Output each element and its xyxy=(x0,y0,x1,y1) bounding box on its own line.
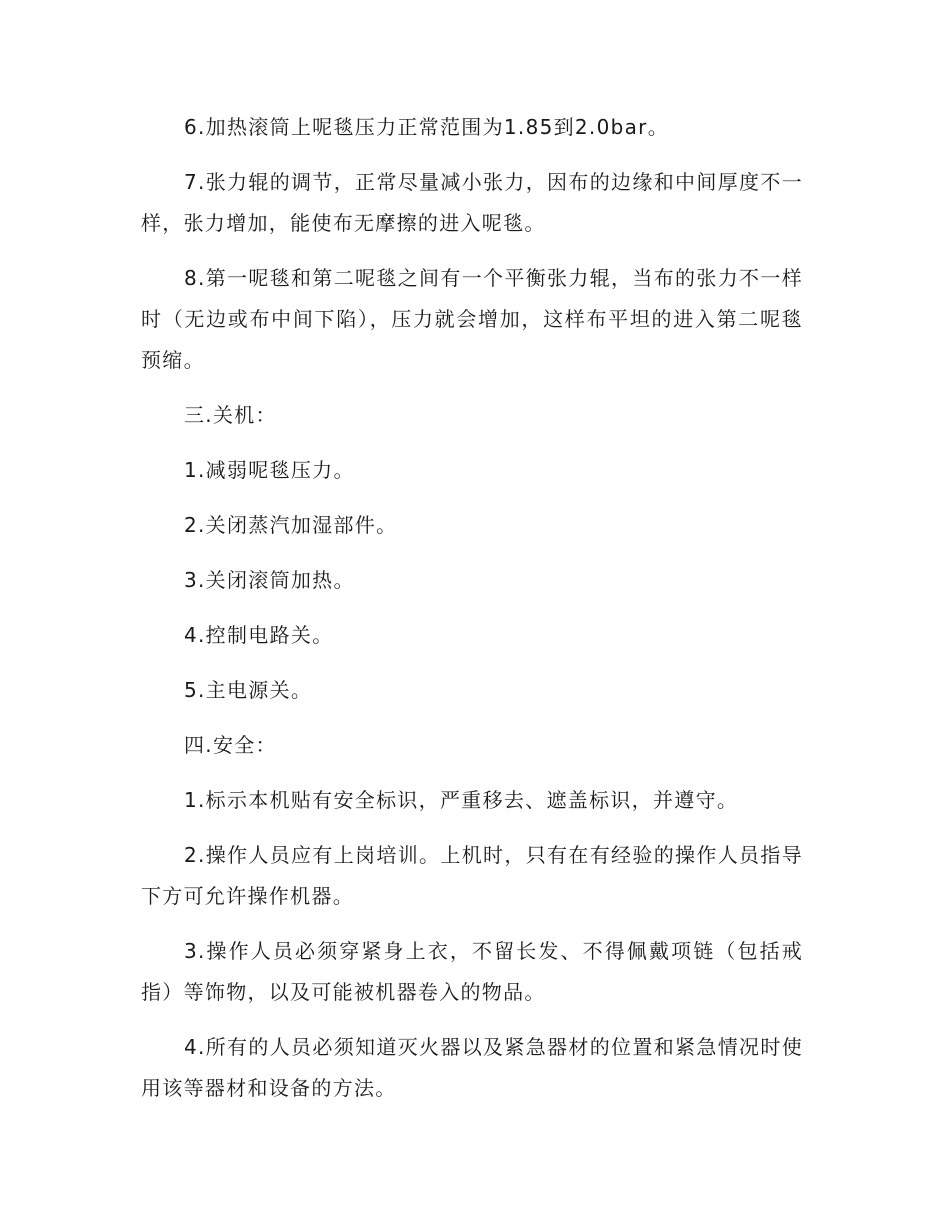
paragraph-item-7-tension-roller: 7.张力辊的调节，正常尽量减小张力，因布的边缘和中间厚度不一样，张力增加，能使布无摩擦的进入呢毯。 xyxy=(141,170,803,235)
safety-item-4: 4.所有的人员必须知道灭火器以及紧急器材的位置和紧急情况时使用该等器材和设备的方法。 xyxy=(141,1035,803,1100)
shutdown-step-4: 4.控制电路关。 xyxy=(184,623,334,647)
section-heading-shutdown: 三.关机： xyxy=(184,403,277,427)
safety-item-1: 1.标示本机贴有安全标识，严重移去、遮盖标识，并遵守。 xyxy=(184,788,739,812)
shutdown-step-1: 1.减弱呢毯压力。 xyxy=(184,458,355,482)
paragraph-item-8-balance-roller: 8.第一呢毯和第二呢毯之间有一个平衡张力辊，当布的张力不一样时（无边或布中间下陷），压力就会增加，这样布平坦的进入第二呢毯预缩。 xyxy=(141,266,803,372)
shutdown-step-5: 5.主电源关。 xyxy=(184,678,313,702)
safety-item-3: 3.操作人员必须穿紧身上衣，不留长发、不得佩戴项链（包括戒指）等饰物，以及可能被机器卷入的物品。 xyxy=(141,939,803,1004)
section-heading-safety: 四.安全： xyxy=(184,733,277,757)
shutdown-step-3: 3.关闭滚筒加热。 xyxy=(184,568,355,592)
document-body xyxy=(141,107,803,1123)
paragraph-item-6-pressure: 6.加热滚筒上呢毯压力正常范围为1.85到2.0bar。 xyxy=(184,115,669,139)
shutdown-step-2: 2.关闭蒸汽加湿部件。 xyxy=(184,513,398,537)
safety-item-2: 2.操作人员应有上岗培训。上机时，只有在有经验的操作人员指导下方可允许操作机器。 xyxy=(141,843,803,908)
